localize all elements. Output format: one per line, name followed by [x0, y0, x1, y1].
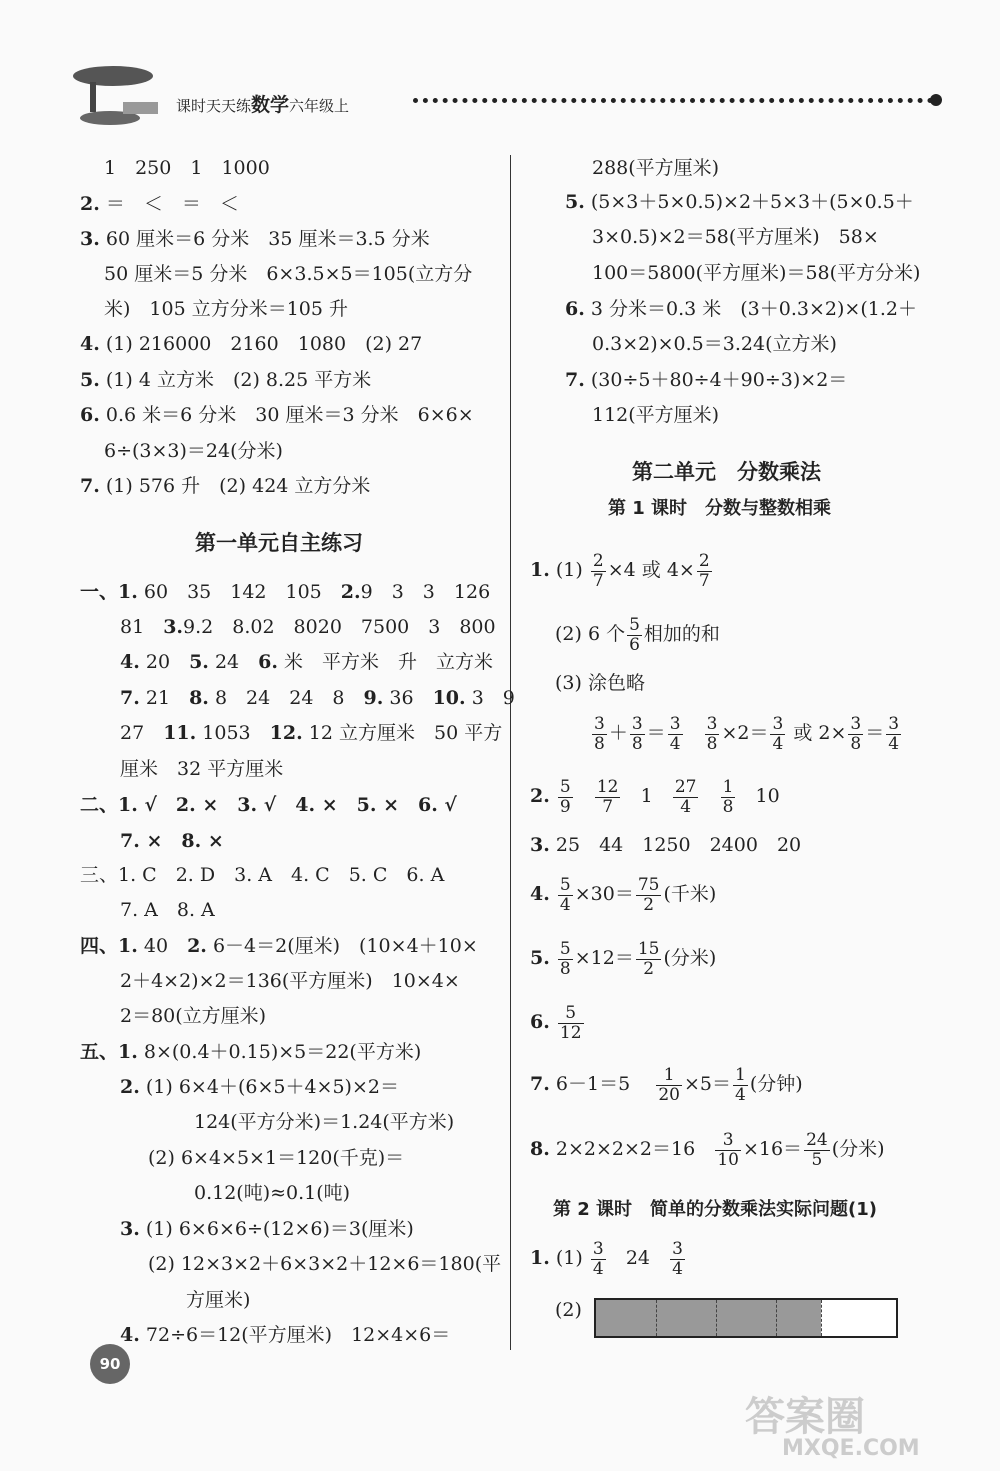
answer-line: 3×0.5)×2＝58(平方厘米) 58× — [592, 226, 879, 248]
fraction: $\frac{5}{9}$ — [559, 776, 571, 817]
bar-divider — [716, 1300, 717, 1336]
answer-line: (2) 12×3×2＋6×3×2＋12×6＝180(平 — [148, 1253, 502, 1275]
answer-line: 一、1. 60 35 142 105 2.9 3 3 126 — [80, 581, 491, 603]
answer-line: 7. 21 8. 8 24 24 8 9. 36 10. 3 9 — [120, 687, 515, 709]
header-title: 课时天天练数学六年级上 — [176, 94, 350, 116]
answer-line: 3. (1) 6×6×6÷(12×6)＝3(厘米) — [120, 1218, 414, 1240]
answer-line: 0.12(吨)≈0.1(吨) — [194, 1182, 351, 1204]
answer-line: 5. (1) 4 立方米 (2) 8.25 平方米 — [80, 369, 372, 391]
answer-line: 2＝80(立方厘米) — [120, 1005, 267, 1027]
fraction: $\frac{15}{2}$ — [637, 938, 660, 979]
answer-line: 1 250 1 1000 — [104, 157, 270, 179]
answer-line: 27 11. 1053 12. 12 立方厘米 50 平方 — [120, 722, 503, 744]
answer-line: (2) 6 个 $\frac{5}{6}$ 相加的和 — [555, 614, 720, 655]
answer-line: 五、1. 8×(0.4＋0.15)×5＝22(平方米) — [80, 1041, 422, 1063]
answer-line: 4. 20 5. 24 6. 米 平方米 升 立方米 — [120, 651, 494, 673]
fraction: $\frac{3}{8}$ — [631, 713, 643, 754]
answer-line: 1. (1) $\frac{3}{4}$ 24 $\frac{3}{4}$ — [530, 1238, 683, 1279]
answer-line: (2) 6×4×5×1＝120(千克)＝ — [148, 1147, 405, 1169]
bar-divider — [656, 1300, 657, 1336]
fraction: $\frac{75}{2}$ — [637, 874, 660, 915]
answer-line: 三、1. C 2. D 3. A 4. C 5. C 6. A — [80, 864, 445, 886]
fraction: $\frac{3}{10}$ — [717, 1129, 739, 1170]
answer-line: 124(平方分米)＝1.24(平方米) — [194, 1111, 455, 1133]
answer-line: 6. 0.6 米＝6 分米 30 厘米＝3 分米 6×6× — [80, 404, 474, 426]
fraction: $\frac{5}{12}$ — [559, 1002, 582, 1043]
answer-line: 4. (1) 216000 2160 1080 (2) 27 — [80, 333, 423, 355]
fraction: $\frac{3}{8}$ — [850, 713, 862, 754]
answer-line: 100＝5800(平方厘米)＝58(平方分米) — [592, 262, 921, 284]
answer-line: (3) 涂色略 — [555, 672, 645, 694]
fraction: $\frac{1}{8}$ — [722, 776, 734, 817]
answer-line: 米) 105 立方分米＝105 升 — [104, 298, 349, 320]
answer-line: 7. (1) 576 升 (2) 424 立方分米 — [80, 475, 371, 497]
answer-line: 5. $\frac{5}{8}$ ×12＝ $\frac{15}{2}$ (分米) — [530, 938, 717, 979]
watermark-url: MXQE.COM — [782, 1436, 920, 1461]
answer-line: 0.3×2)×0.5＝3.24(立方米) — [592, 333, 837, 355]
fraction: $\frac{3}{8}$ — [706, 713, 718, 754]
answer-line: 7. A 8. A — [120, 899, 215, 921]
fraction: $\frac{24}{5}$ — [806, 1129, 828, 1170]
fraction-bar-diagram — [594, 1298, 898, 1338]
answer-line: 2. (1) 6×4＋(6×5＋4×5)×2＝ — [120, 1076, 399, 1098]
fraction: $\frac{27}{4}$ — [674, 776, 697, 817]
fraction: $\frac{5}{6}$ — [629, 614, 640, 655]
answer-line: (2) — [555, 1299, 582, 1321]
answer-line: 7. (30÷5＋80÷4＋90÷3)×2＝ — [565, 369, 848, 391]
answer-line: 8. 2×2×2×2＝16 $\frac{3}{10}$ ×16＝ $\frac{24}{5}$ (分米) — [530, 1129, 885, 1170]
answer-line: 二、1. √ 2. × 3. √ 4. × 5. × 6. √ — [80, 794, 457, 816]
answer-line: 3. 60 厘米＝6 分米 35 厘米＝3.5 分米 — [80, 228, 430, 250]
answer-line: 5. (5×3＋5×0.5)×2＋5×3＋(5×0.5＋ — [565, 191, 914, 213]
answer-line: 288(平方厘米) — [592, 157, 720, 179]
answer-line: 7. 6－1＝5 $\frac{1}{20}$ ×5＝ $\frac{1}{4}$ (分钟) — [530, 1064, 803, 1105]
answer-line: 2. ＝ ＜ ＝ ＜ — [80, 193, 239, 215]
fraction: $\frac{5}{4}$ — [559, 874, 571, 915]
fraction: $\frac{3}{4}$ — [772, 713, 784, 754]
fraction: $\frac{5}{8}$ — [559, 938, 571, 979]
header-dotted-line — [413, 98, 933, 103]
answer-line: 2＋4×2)×2＝136(平方厘米) 10×4× — [120, 970, 460, 992]
fraction: $\frac{3}{4}$ — [592, 1238, 604, 1279]
section-title: 第二单元 分数乘法 — [632, 460, 821, 484]
answer-line: 3. 25 44 1250 2400 20 — [530, 834, 802, 856]
lamp-icon — [68, 62, 163, 132]
answer-line: $\frac{3}{8}$ ＋ $\frac{3}{8}$ ＝ $\frac{3}{4}$ $\frac{3}{8}$ ×2＝ $\frac{3}{4}$ 或 2× $\frac{3}{8}$ ＝ $\frac{3}{4}$ — [594, 713, 900, 754]
bar-shaded-part — [596, 1300, 821, 1336]
fraction: $\frac{1}{4}$ — [734, 1064, 746, 1105]
fraction: $\frac{2}{7}$ — [698, 550, 710, 591]
bar-divider — [776, 1300, 777, 1336]
answer-line: 4. 72÷6＝12(平方厘米) 12×4×6＝ — [120, 1324, 451, 1346]
fraction: $\frac{1}{20}$ — [658, 1064, 680, 1105]
page-number: 90 — [90, 1344, 130, 1384]
answer-line: 四、1. 40 2. 6－4＝2(厘米) (10×4＋10× — [80, 935, 478, 957]
answer-line: 112(平方厘米) — [592, 404, 720, 426]
bar-divider — [821, 1300, 822, 1336]
answer-line: 6÷(3×3)＝24(分米) — [104, 440, 283, 462]
answer-line: 1. (1) $\frac{2}{7}$ ×4 或 4× $\frac{2}{7}$ — [530, 550, 710, 591]
answer-line: 方厘米) — [186, 1289, 251, 1311]
fraction: $\frac{2}{7}$ — [592, 550, 604, 591]
answer-line: 6. 3 分米＝0.3 米 (3＋0.3×2)×(1.2＋ — [565, 298, 917, 320]
fraction: $\frac{12}{7}$ — [596, 776, 619, 817]
answer-line: 7. × 8. × — [120, 830, 224, 852]
answer-line: 厘米 32 平方厘米 — [120, 758, 284, 780]
answer-line: 6. $\frac{5}{12}$ — [530, 1002, 582, 1043]
answer-line: 50 厘米＝5 分米 6×3.5×5＝105(立方分 — [104, 263, 473, 285]
answer-line: 81 3.9.2 8.02 8020 7500 3 800 — [120, 616, 496, 638]
header-end-dot — [930, 94, 942, 106]
fraction: $\frac{3}{4}$ — [888, 713, 900, 754]
fraction: $\frac{3}{4}$ — [669, 713, 681, 754]
lesson-title: 第 2 课时 简单的分数乘法实际问题(1) — [553, 1199, 878, 1220]
watermark-logo: 答案圈 — [745, 1394, 865, 1440]
fraction: $\frac{3}{4}$ — [672, 1238, 683, 1279]
fraction: $\frac{3}{8}$ — [594, 713, 605, 754]
page-header — [68, 62, 948, 132]
section-title: 第一单元自主练习 — [195, 531, 363, 555]
lesson-title: 第 1 课时 分数与整数相乘 — [608, 498, 832, 519]
answer-line: 4. $\frac{5}{4}$ ×30＝ $\frac{75}{2}$ (千米) — [530, 874, 717, 915]
answer-line: 2. $\frac{5}{9}$ $\frac{12}{7}$ 1 $\frac{27}{4}$ $\frac{1}{8}$ 10 — [530, 776, 780, 817]
column-divider — [510, 155, 511, 1350]
